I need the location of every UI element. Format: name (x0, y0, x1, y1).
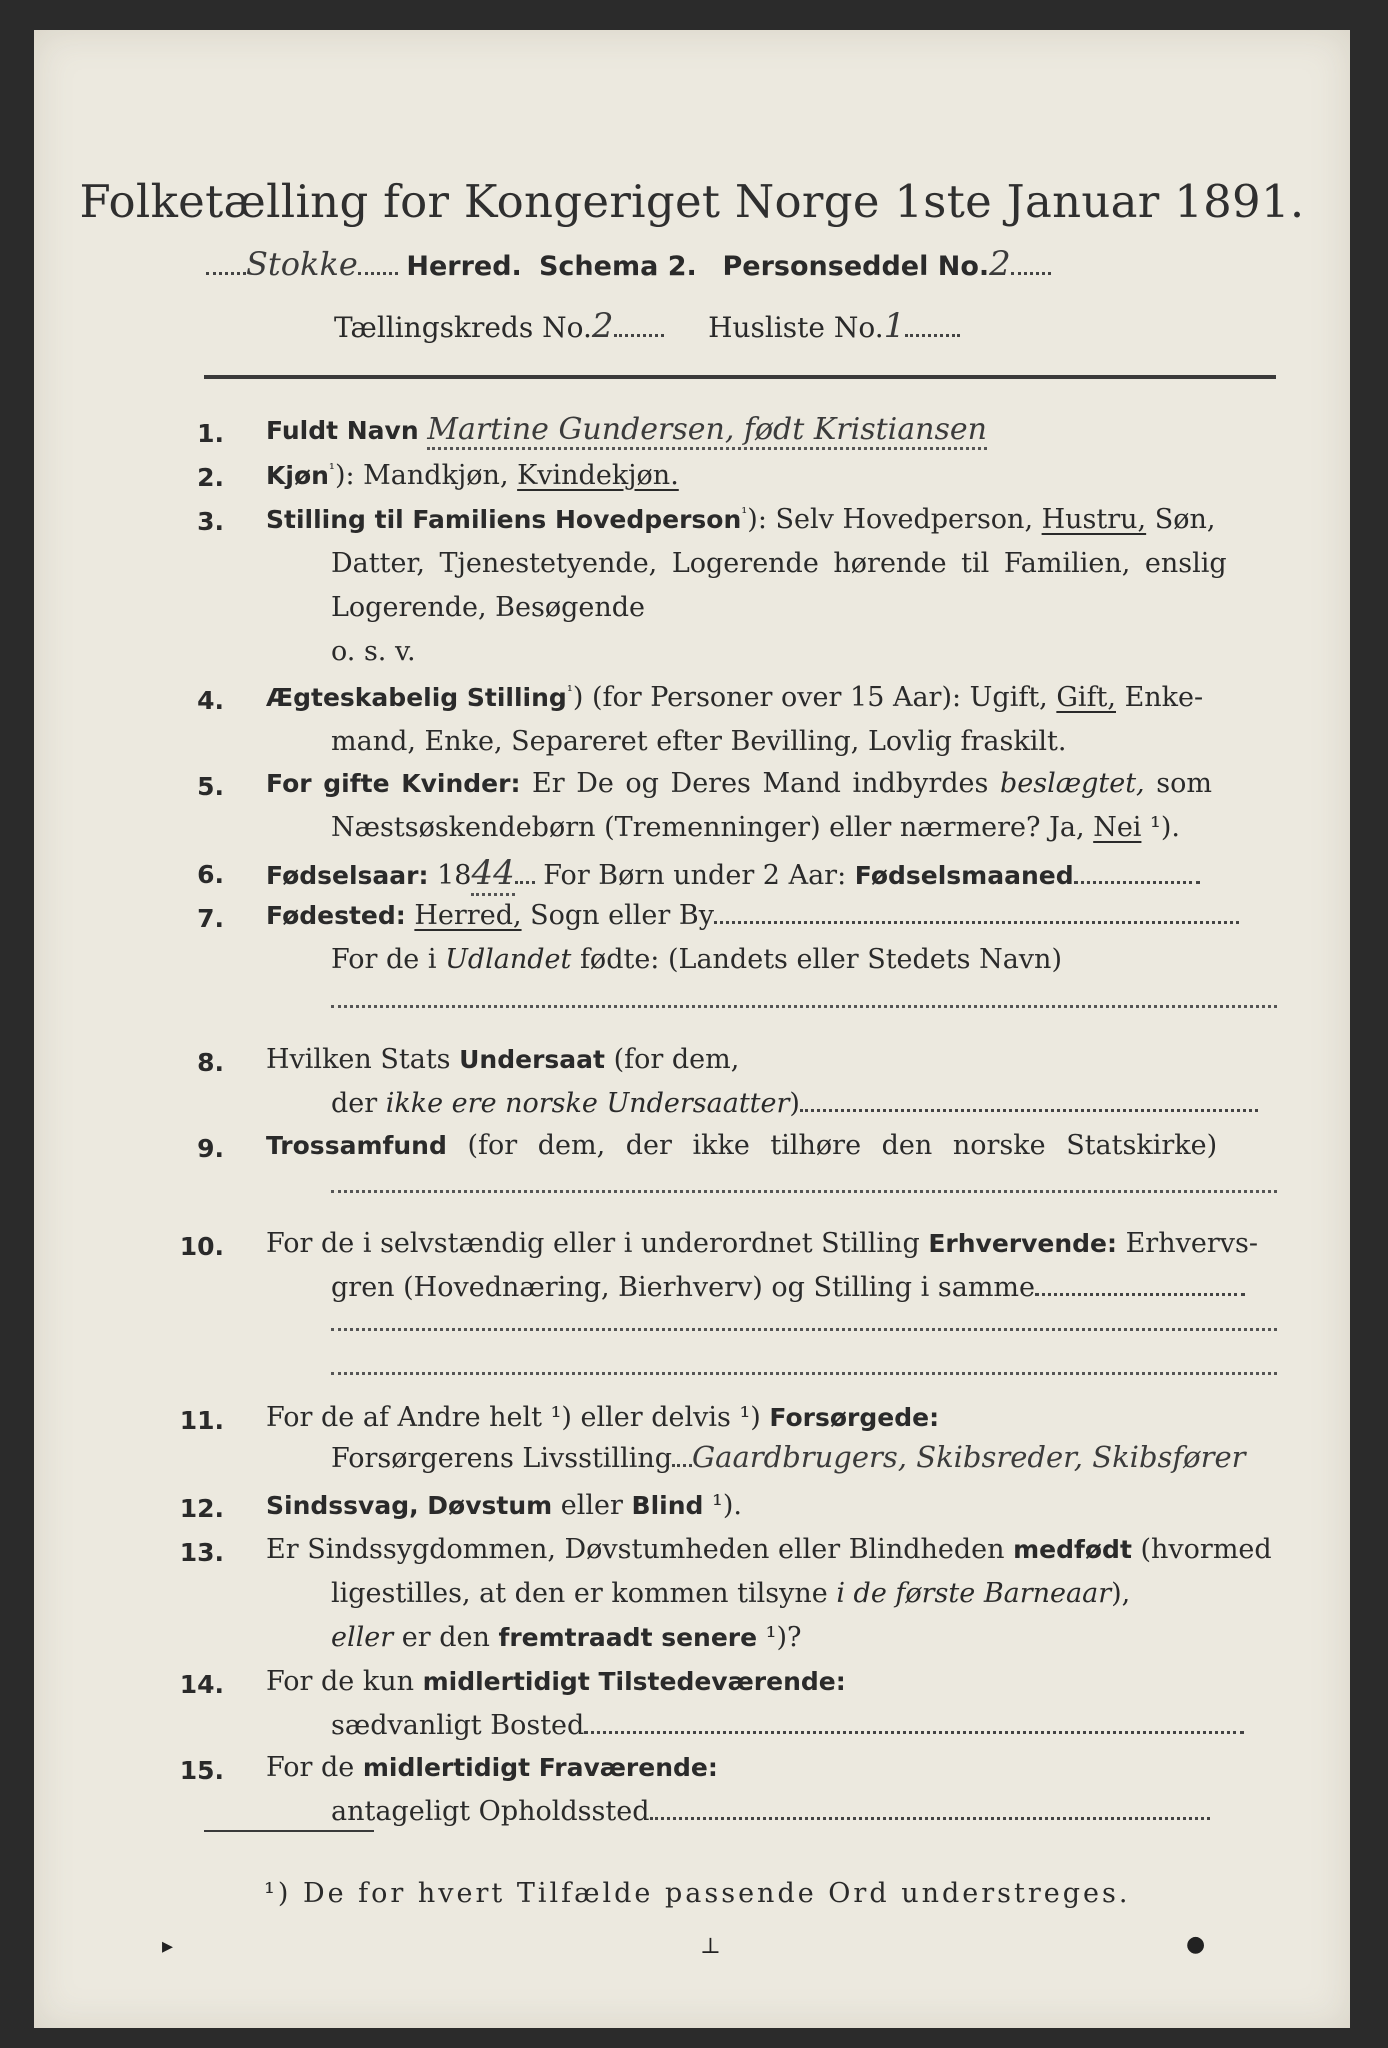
kreds-line (334, 306, 960, 346)
dotted-leader (584, 1731, 1244, 1734)
barneaar-text: i de første Barneaar (836, 1578, 1112, 1609)
footnote-rule (204, 1830, 374, 1832)
item-aegteskab (266, 682, 1203, 713)
udlandet-text: Udlandet (445, 944, 572, 975)
fodselsaar-label: Fødselsaar: (266, 861, 429, 890)
header-rule (204, 375, 1276, 379)
item-number: 6. (197, 860, 224, 889)
item-gifte-kvinder (266, 768, 1212, 799)
aegteskab-options-end: Enke- (1116, 682, 1204, 713)
item-fravaerende (266, 1752, 718, 1783)
medfodt-text: Er Sindssygdommen, Døvstumheden eller Blindheden (266, 1534, 1014, 1565)
fremtraadt-label: fremtraadt senere (498, 1623, 758, 1652)
dotted-leader (650, 1817, 1210, 1820)
dotted-leader (515, 881, 535, 884)
item-number: 14. (179, 1670, 224, 1699)
footnote: ¹) De for hvert Tilfælde passende Ord understreges. (264, 1878, 1131, 1909)
footnote-marker: ¹ (741, 504, 748, 522)
medfodt-line3 (331, 1622, 802, 1653)
dotted-leader (714, 921, 1239, 924)
beslaegtet-text: beslægtet, (999, 768, 1145, 799)
kjon-selected: Kvindekjøn. (517, 460, 679, 491)
erhvervende-line2 (331, 1272, 1245, 1303)
herred-label: Herred. (406, 251, 522, 282)
dotted-leader (206, 272, 246, 275)
personseddel-label: Personseddel No. (722, 251, 990, 282)
undersaat-line2 (331, 1088, 1258, 1119)
bleed-mark: ⊥ (700, 1934, 721, 1959)
aegteskab-line2: mand, Enke, Separeret efter Bevilling, Lovlig fraskilt. (331, 726, 1067, 757)
herred-line (206, 244, 1051, 284)
kreds-value: 2 (591, 306, 614, 346)
stilling-label: Stilling til Familiens Hovedperson (266, 505, 742, 534)
year-prefix: 18 (428, 860, 472, 891)
erhvervende-text: For de i selvstændig eller i underordnet Stilling (266, 1228, 929, 1259)
item-fodested (266, 900, 1239, 931)
kreds-label: Tællingskreds No. (334, 311, 592, 344)
sindssvag-label: Sindssvag, Døvstum (266, 1491, 553, 1520)
fuldt-navn-value: Martine Gundersen, født Kristiansen (427, 412, 987, 450)
kjon-label: Kjøn (266, 461, 329, 490)
item-number: 4. (197, 686, 224, 715)
nei-selected: Nei (1093, 812, 1142, 843)
gifte-kvinder-label: For gifte Kvinder: (266, 769, 521, 798)
item-number: 2. (197, 463, 224, 492)
dotted-leader (800, 1109, 1258, 1112)
er-den-text: er den (393, 1622, 499, 1653)
aegteskab-options: ) (for Personer over 15 Aar): Ugift, (572, 682, 1057, 713)
der-text: der (331, 1088, 386, 1119)
forsorgede-line2 (331, 1440, 1245, 1474)
tilstede-line2 (331, 1710, 1244, 1741)
item-number: 8. (197, 1048, 224, 1077)
dotted-leader (1074, 881, 1200, 884)
undersaat-text-end: (for dem, (604, 1044, 740, 1075)
erhvervende-label: Erhvervende: (928, 1229, 1118, 1258)
item-number: 10. (179, 1232, 224, 1261)
footnote-marker: ¹ (328, 460, 335, 478)
erhvervende-text-end: Erhvervs- (1117, 1228, 1258, 1259)
item-stilling-line1 (266, 504, 1278, 535)
fravaer-text: For de (266, 1752, 363, 1783)
medfodt-text-end: (hvormed (1131, 1534, 1272, 1565)
item-number: 9. (197, 1134, 224, 1163)
ligestilles-text: ligestilles, at den er kommen tilsyne (331, 1578, 837, 1609)
fodselsaar-value: 44 (471, 853, 514, 896)
item-number: 3. (197, 507, 224, 536)
medfodt-line2 (331, 1578, 1130, 1609)
schema-label: Schema 2. (538, 251, 697, 282)
fodested-answer-line (331, 1005, 1277, 1008)
item-fuldt-navn (266, 412, 987, 447)
herred-value: Stokke (246, 245, 358, 283)
trossamfund-answer-line (331, 1190, 1277, 1193)
gifte-kvinder-end: som (1144, 768, 1212, 799)
stilling-line2: Datter, Tjenestetyende, Logerende hørende til Familien, enslig (331, 548, 1227, 579)
forsorgede-label: Forsørgede: (769, 1403, 940, 1432)
trossamfund-text: (for dem, der ikke tilhøre den norske Statskirke) (446, 1130, 1218, 1161)
aegteskab-selected: Gift, (1056, 682, 1116, 713)
stilling-selected: Hustru, (1041, 504, 1147, 535)
fuldt-navn-label: Fuldt Navn (266, 416, 419, 445)
born-under-2-text: For Børn under 2 Aar: (534, 860, 855, 891)
fodested-selected: Herred, (414, 900, 522, 931)
item-sindssvag (266, 1490, 742, 1521)
undersaat-text: Hvilken Stats (266, 1044, 460, 1075)
item-number: 1. (197, 419, 224, 448)
census-form-sheet (34, 30, 1350, 2028)
item-number: 13. (179, 1538, 224, 1567)
erhvervsgren-text: gren (Hovednæring, Bierhverv) og Stilling i samme (331, 1272, 1036, 1303)
bosted-label: sædvanligt Bosted (331, 1710, 585, 1741)
paren-close: ), (1111, 1578, 1131, 1609)
dotted-leader (672, 1464, 692, 1467)
erhverv-answer-line (331, 1328, 1277, 1331)
item-medfodt (266, 1534, 1272, 1565)
item-forsorgede (266, 1402, 939, 1433)
dotted-leader (614, 334, 664, 337)
footnote-end: ¹). (1141, 812, 1180, 843)
erhverv-answer-line (331, 1372, 1277, 1375)
gifte-kvinder-line2 (331, 812, 1180, 843)
udland-text: For de i (331, 944, 446, 975)
dotted-leader (1035, 1293, 1245, 1296)
item-trossamfund (266, 1130, 1217, 1161)
item-erhvervende (266, 1228, 1258, 1259)
eller-italic: eller (331, 1622, 394, 1653)
dotted-leader (905, 334, 960, 337)
tilstede-text: For de kun (266, 1666, 423, 1697)
dotted-leader (358, 272, 398, 275)
tilstede-label: midlertidigt Tilstedeværende: (422, 1667, 846, 1696)
stilling-line3: Logerende, Besøgende (331, 592, 645, 623)
livsstilling-value: Gaardbrugers, Skibsreder, Skibsfører (692, 1440, 1246, 1474)
stilling-line4: o. s. v. (331, 636, 416, 667)
footnote-end: ¹). (703, 1490, 742, 1521)
husliste-value: 1 (883, 306, 906, 346)
item-number: 7. (197, 904, 224, 933)
item-number: 11. (179, 1406, 224, 1435)
livsstilling-label: Forsørgerens Livsstilling (331, 1443, 673, 1474)
fodested-options: Sogn eller By (521, 900, 714, 931)
footnote-marker: ¹ (566, 682, 573, 700)
blind-label: Blind (631, 1491, 704, 1520)
paren-close: ) (789, 1088, 800, 1119)
fravaer-label: midlertidigt Fraværende: (362, 1753, 718, 1782)
bleed-mark: ▸ (162, 1934, 174, 1959)
fravaer-line2 (331, 1796, 1210, 1827)
item-kjon (266, 460, 679, 491)
forsorgede-text: For de af Andre helt ¹) eller delvis ¹) (266, 1402, 770, 1433)
gifte-kvinder-text: Er De og Deres Mand indbyrdes (520, 768, 1000, 799)
fodested-line2 (331, 944, 1062, 975)
item-fodselsaar (266, 853, 1200, 893)
opholdssted-label: antageligt Opholdssted (331, 1796, 650, 1827)
husliste-label: Husliste No. (708, 311, 884, 344)
kjon-options: ): Mandkjøn, (334, 460, 518, 491)
aegteskab-label: Ægteskabelig Stilling (266, 683, 567, 712)
fodselsmaaned-label: Fødselsmaaned (854, 861, 1074, 890)
item-undersaat (266, 1044, 739, 1075)
naestsoskende-text: Næstsøskendebørn (Tremenninger) eller nærmere? Ja, (331, 812, 1094, 843)
trossamfund-label: Trossamfund (266, 1131, 447, 1160)
udland-text-end: fødte: (Landets eller Stedets Navn) (571, 944, 1062, 975)
medfodt-label: medfødt (1013, 1535, 1132, 1564)
item-number: 15. (179, 1756, 224, 1785)
item-number: 5. (197, 772, 224, 801)
form-title: Folketælling for Kongeriget Norge 1ste Januar 1891. (79, 175, 1305, 228)
eller-text: eller (552, 1490, 632, 1521)
item-number: 12. (179, 1494, 224, 1523)
ikke-norske-text: ikke ere norske Undersaatter (385, 1088, 790, 1119)
bleed-mark: ● (1186, 1932, 1206, 1957)
item-tilstedevaerende (266, 1666, 846, 1697)
question-end: ¹)? (757, 1622, 802, 1653)
dotted-leader (1011, 272, 1051, 275)
undersaat-label: Undersaat (459, 1045, 605, 1074)
fodested-label: Fødested: (266, 901, 406, 930)
stilling-options: ): Selv Hovedperson, (747, 504, 1042, 535)
stilling-options-end: Søn, (1146, 504, 1216, 535)
personseddel-value: 2 (989, 244, 1011, 284)
